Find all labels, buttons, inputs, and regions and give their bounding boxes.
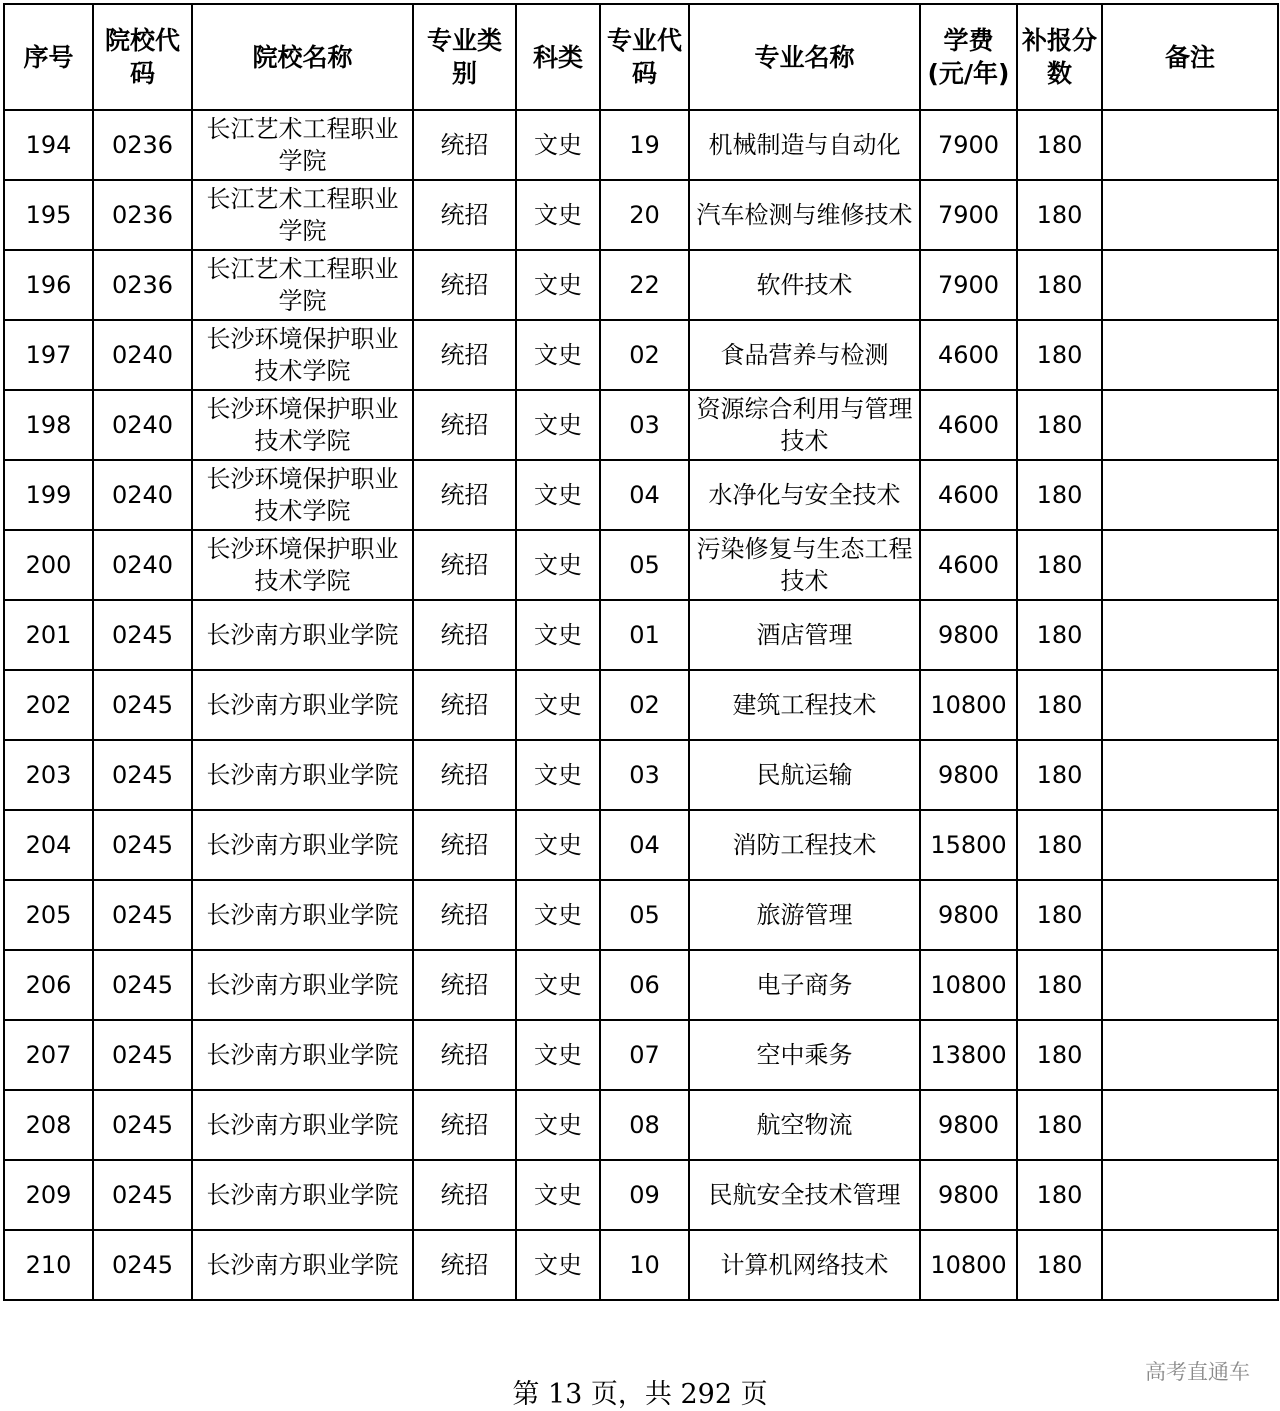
cell-remarks: [1102, 530, 1278, 600]
cell-remarks: [1102, 250, 1278, 320]
cell-tuition: 10800: [920, 670, 1017, 740]
cell-subject: 文史: [516, 950, 600, 1020]
watermark: 高考直通车: [1145, 1360, 1250, 1384]
cell-subject: 文史: [516, 180, 600, 250]
cell-tuition: 9800: [920, 1160, 1017, 1230]
header-subject: 科类: [516, 4, 600, 110]
table-row: [4, 1230, 1278, 1300]
cell-major-name: 民航运输: [689, 740, 920, 810]
cell-major-code: 02: [600, 670, 689, 740]
cell-tuition: 13800: [920, 1020, 1017, 1090]
cell-subject: 文史: [516, 1020, 600, 1090]
cell-remarks: [1102, 180, 1278, 250]
cell-school-code: 0245: [93, 670, 192, 740]
cell-score: 180: [1017, 950, 1102, 1020]
table-row: [4, 1090, 1278, 1160]
cell-remarks: [1102, 880, 1278, 950]
cell-school-name: 长江艺术工程职业学院: [192, 110, 413, 180]
table-row: [4, 810, 1278, 880]
cell-major-name: 汽车检测与维修技术: [689, 180, 920, 250]
cell-score: 180: [1017, 880, 1102, 950]
cell-major-name: 机械制造与自动化: [689, 110, 920, 180]
cell-major-code: 05: [600, 530, 689, 600]
cell-school-name: 长沙环境保护职业技术学院: [192, 530, 413, 600]
cell-remarks: [1102, 1020, 1278, 1090]
cell-school-code: 0245: [93, 1230, 192, 1300]
cell-seq: 202: [4, 670, 93, 740]
cell-score: 180: [1017, 670, 1102, 740]
cell-school-code: 0240: [93, 320, 192, 390]
cell-seq: 199: [4, 460, 93, 530]
table-row: [4, 320, 1278, 390]
cell-seq: 196: [4, 250, 93, 320]
cell-school-name: 长江艺术工程职业学院: [192, 250, 413, 320]
cell-subject: 文史: [516, 110, 600, 180]
cell-subject: 文史: [516, 600, 600, 670]
cell-tuition: 4600: [920, 390, 1017, 460]
cell-tuition: 7900: [920, 250, 1017, 320]
cell-major-name: 电子商务: [689, 950, 920, 1020]
cell-major-name: 消防工程技术: [689, 810, 920, 880]
cell-school-code: 0236: [93, 110, 192, 180]
cell-major-code: 04: [600, 810, 689, 880]
table-row: [4, 1160, 1278, 1230]
cell-seq: 208: [4, 1090, 93, 1160]
cell-school-name: 长沙南方职业学院: [192, 1090, 413, 1160]
header-tuition: 学费(元/年): [920, 4, 1017, 110]
cell-score: 180: [1017, 180, 1102, 250]
cell-score: 180: [1017, 740, 1102, 810]
cell-seq: 209: [4, 1160, 93, 1230]
cell-tuition: 4600: [920, 320, 1017, 390]
cell-major-code: 01: [600, 600, 689, 670]
cell-seq: 194: [4, 110, 93, 180]
cell-score: 180: [1017, 1020, 1102, 1090]
cell-school-name: 长沙南方职业学院: [192, 670, 413, 740]
cell-major-code: 10: [600, 1230, 689, 1300]
cell-school-name: 长沙环境保护职业技术学院: [192, 460, 413, 530]
cell-tuition: 10800: [920, 950, 1017, 1020]
cell-score: 180: [1017, 600, 1102, 670]
header-remarks: 备注: [1102, 4, 1278, 110]
cell-tuition: 15800: [920, 810, 1017, 880]
cell-score: 180: [1017, 460, 1102, 530]
cell-tuition: 9800: [920, 880, 1017, 950]
cell-major-name: 软件技术: [689, 250, 920, 320]
cell-major-type: 统招: [413, 460, 516, 530]
cell-major-code: 04: [600, 460, 689, 530]
cell-major-name: 资源综合利用与管理技术: [689, 390, 920, 460]
cell-school-code: 0240: [93, 460, 192, 530]
cell-major-type: 统招: [413, 950, 516, 1020]
cell-remarks: [1102, 600, 1278, 670]
cell-subject: 文史: [516, 390, 600, 460]
table-row: [4, 460, 1278, 530]
table-row: [4, 180, 1278, 250]
cell-school-code: 0245: [93, 600, 192, 670]
cell-major-name: 民航安全技术管理: [689, 1160, 920, 1230]
admissions-table: [3, 3, 1279, 1301]
cell-remarks: [1102, 1090, 1278, 1160]
cell-seq: 207: [4, 1020, 93, 1090]
cell-tuition: 7900: [920, 180, 1017, 250]
cell-school-code: 0245: [93, 1090, 192, 1160]
cell-score: 180: [1017, 390, 1102, 460]
header-score: 补报分数: [1017, 4, 1102, 110]
cell-subject: 文史: [516, 1090, 600, 1160]
cell-seq: 206: [4, 950, 93, 1020]
cell-major-type: 统招: [413, 530, 516, 600]
cell-major-code: 06: [600, 950, 689, 1020]
cell-major-name: 旅游管理: [689, 880, 920, 950]
cell-major-type: 统招: [413, 1090, 516, 1160]
cell-school-code: 0240: [93, 530, 192, 600]
cell-remarks: [1102, 320, 1278, 390]
cell-remarks: [1102, 670, 1278, 740]
table-row: [4, 530, 1278, 600]
cell-subject: 文史: [516, 460, 600, 530]
cell-major-name: 航空物流: [689, 1090, 920, 1160]
table-row: [4, 950, 1278, 1020]
cell-major-type: 统招: [413, 1020, 516, 1090]
cell-major-code: 03: [600, 390, 689, 460]
cell-school-name: 长沙南方职业学院: [192, 1020, 413, 1090]
cell-tuition: 4600: [920, 530, 1017, 600]
cell-subject: 文史: [516, 1160, 600, 1230]
table-row: [4, 740, 1278, 810]
cell-major-type: 统招: [413, 390, 516, 460]
cell-school-name: 长沙南方职业学院: [192, 950, 413, 1020]
cell-major-code: 08: [600, 1090, 689, 1160]
cell-school-code: 0236: [93, 180, 192, 250]
cell-major-name: 空中乘务: [689, 1020, 920, 1090]
cell-major-name: 食品营养与检测: [689, 320, 920, 390]
cell-major-name: 水净化与安全技术: [689, 460, 920, 530]
cell-major-code: 19: [600, 110, 689, 180]
cell-tuition: 10800: [920, 1230, 1017, 1300]
cell-subject: 文史: [516, 1230, 600, 1300]
cell-tuition: 9800: [920, 1090, 1017, 1160]
cell-remarks: [1102, 740, 1278, 810]
cell-major-type: 统招: [413, 740, 516, 810]
cell-remarks: [1102, 950, 1278, 1020]
table-row: [4, 250, 1278, 320]
cell-score: 180: [1017, 1090, 1102, 1160]
cell-school-name: 长沙南方职业学院: [192, 810, 413, 880]
cell-major-code: 20: [600, 180, 689, 250]
header-row: [4, 4, 1278, 110]
cell-major-type: 统招: [413, 670, 516, 740]
cell-school-name: 长江艺术工程职业学院: [192, 180, 413, 250]
cell-remarks: [1102, 1230, 1278, 1300]
header-major-type: 专业类别: [413, 4, 516, 110]
table-row: [4, 600, 1278, 670]
cell-remarks: [1102, 390, 1278, 460]
cell-school-code: 0240: [93, 390, 192, 460]
cell-score: 180: [1017, 1230, 1102, 1300]
page-number: 第 13 页，共 292 页: [512, 1379, 768, 1410]
cell-subject: 文史: [516, 250, 600, 320]
cell-school-code: 0245: [93, 740, 192, 810]
cell-score: 180: [1017, 110, 1102, 180]
cell-major-code: 22: [600, 250, 689, 320]
cell-major-name: 计算机网络技术: [689, 1230, 920, 1300]
cell-remarks: [1102, 110, 1278, 180]
cell-subject: 文史: [516, 670, 600, 740]
cell-subject: 文史: [516, 740, 600, 810]
table-row: [4, 390, 1278, 460]
header-major-code: 专业代码: [600, 4, 689, 110]
cell-seq: 200: [4, 530, 93, 600]
table-body: [4, 110, 1278, 1300]
cell-seq: 203: [4, 740, 93, 810]
table-row: [4, 880, 1278, 950]
header-major-name: 专业名称: [689, 4, 920, 110]
cell-major-type: 统招: [413, 250, 516, 320]
cell-seq: 201: [4, 600, 93, 670]
cell-remarks: [1102, 1160, 1278, 1230]
table-row: [4, 1020, 1278, 1090]
cell-school-name: 长沙环境保护职业技术学院: [192, 390, 413, 460]
cell-school-code: 0245: [93, 950, 192, 1020]
cell-school-code: 0245: [93, 1160, 192, 1230]
cell-school-code: 0245: [93, 810, 192, 880]
cell-major-code: 09: [600, 1160, 689, 1230]
cell-subject: 文史: [516, 810, 600, 880]
cell-major-type: 统招: [413, 320, 516, 390]
cell-tuition: 9800: [920, 600, 1017, 670]
header-seq: 序号: [4, 4, 93, 110]
cell-score: 180: [1017, 810, 1102, 880]
cell-score: 180: [1017, 320, 1102, 390]
cell-major-type: 统招: [413, 180, 516, 250]
cell-score: 180: [1017, 1160, 1102, 1230]
cell-major-name: 污染修复与生态工程技术: [689, 530, 920, 600]
cell-major-type: 统招: [413, 110, 516, 180]
cell-major-type: 统招: [413, 600, 516, 670]
cell-subject: 文史: [516, 320, 600, 390]
cell-major-name: 酒店管理: [689, 600, 920, 670]
cell-seq: 197: [4, 320, 93, 390]
cell-seq: 205: [4, 880, 93, 950]
header-school-name: 院校名称: [192, 4, 413, 110]
table-header: [4, 4, 1278, 110]
cell-score: 180: [1017, 530, 1102, 600]
cell-tuition: 7900: [920, 110, 1017, 180]
cell-major-type: 统招: [413, 1160, 516, 1230]
cell-major-type: 统招: [413, 1230, 516, 1300]
cell-school-name: 长沙南方职业学院: [192, 600, 413, 670]
cell-subject: 文史: [516, 880, 600, 950]
table-row: [4, 670, 1278, 740]
cell-subject: 文史: [516, 530, 600, 600]
cell-school-code: 0245: [93, 1020, 192, 1090]
cell-major-type: 统招: [413, 880, 516, 950]
cell-tuition: 4600: [920, 460, 1017, 530]
cell-school-name: 长沙南方职业学院: [192, 1230, 413, 1300]
cell-remarks: [1102, 810, 1278, 880]
cell-school-name: 长沙南方职业学院: [192, 740, 413, 810]
cell-remarks: [1102, 460, 1278, 530]
cell-seq: 195: [4, 180, 93, 250]
cell-score: 180: [1017, 250, 1102, 320]
table-row: [4, 110, 1278, 180]
cell-seq: 204: [4, 810, 93, 880]
cell-school-name: 长沙南方职业学院: [192, 1160, 413, 1230]
cell-seq: 210: [4, 1230, 93, 1300]
cell-major-name: 建筑工程技术: [689, 670, 920, 740]
cell-school-code: 0236: [93, 250, 192, 320]
cell-major-type: 统招: [413, 810, 516, 880]
cell-major-code: 05: [600, 880, 689, 950]
cell-major-code: 02: [600, 320, 689, 390]
cell-major-code: 03: [600, 740, 689, 810]
cell-school-name: 长沙南方职业学院: [192, 880, 413, 950]
cell-school-code: 0245: [93, 880, 192, 950]
cell-school-name: 长沙环境保护职业技术学院: [192, 320, 413, 390]
cell-tuition: 9800: [920, 740, 1017, 810]
cell-major-code: 07: [600, 1020, 689, 1090]
header-school-code: 院校代码: [93, 4, 192, 110]
cell-seq: 198: [4, 390, 93, 460]
